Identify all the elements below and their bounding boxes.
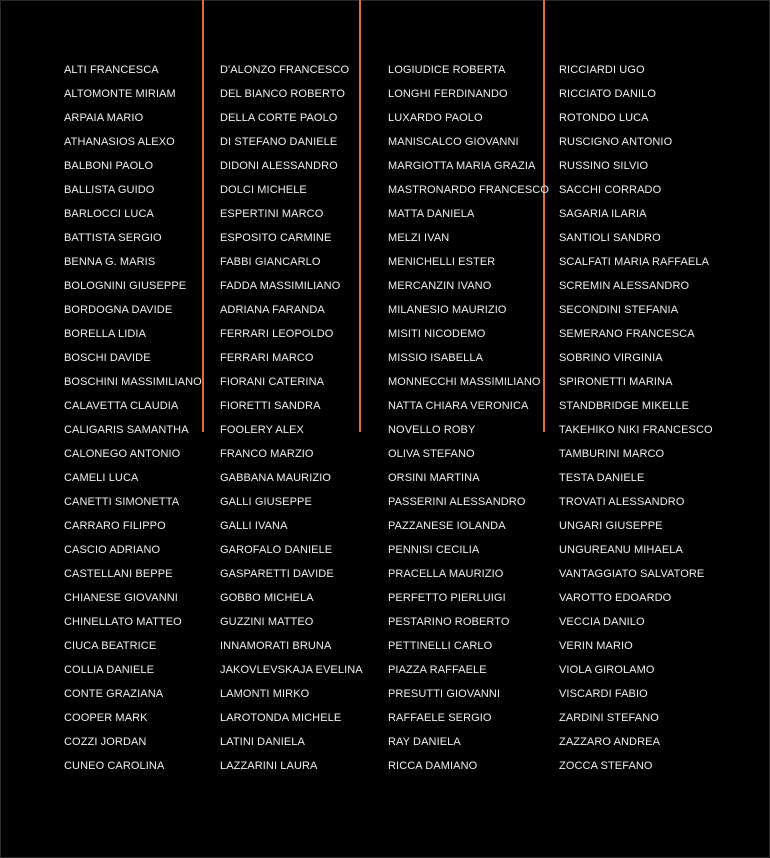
name-entry: ALTOMONTE MIRIAM [64,88,176,100]
name-entry: ORSINI MARTINA [388,472,480,484]
name-entry: PERFETTO PIERLUIGI [388,592,506,604]
name-entry: BATTISTA SERGIO [64,232,162,244]
name-entry: BOSCHI DAVIDE [64,352,151,364]
name-entry: MENICHELLI ESTER [388,256,496,268]
name-entry: GABBANA MAURIZIO [220,472,332,484]
name-entry: RUSSINO SILVIO [559,160,649,172]
name-entry: CIUCA BEATRICE [64,640,157,652]
name-entry: DIDONI ALESSANDRO [220,160,338,172]
name-entry: GASPARETTI DAVIDE [220,568,334,580]
name-entry: MISITI NICODEMO [388,328,486,340]
name-entry: ESPOSITO CARMINE [220,232,332,244]
name-entry: UNGUREANU MIHAELA [559,544,683,556]
name-entry: FRANCO MARZIO [220,448,314,460]
name-entry: MELZI IVAN [388,232,450,244]
name-entry: RUSCIGNO ANTONIO [559,136,673,148]
name-entry: RAY DANIELA [388,736,461,748]
name-entry: FIORANI CATERINA [220,376,325,388]
name-entry: SAGARIA ILARIA [559,208,647,220]
name-entry: JAKOVLEVSKAJA EVELINA [220,664,363,676]
names-column-3 [388,58,549,778]
name-entry: GAROFALO DANIELE [220,544,333,556]
name-entry: BORELLA LIDIA [64,328,147,340]
name-entry: LOGIUDICE ROBERTA [388,64,506,76]
name-entry: CANETTI SIMONETTA [64,496,180,508]
name-entry: BENNA G. MARIS [64,256,156,268]
name-entry: CALAVETTA CLAUDIA [64,400,179,412]
name-entry: CASTELLANI BEPPE [64,568,173,580]
name-entry: PETTINELLI CARLO [388,640,493,652]
name-entry: MANISCALCO GIOVANNI [388,136,519,148]
name-entry: OLIVA STEFANO [388,448,475,460]
name-entry: MASTRONARDO FRANCESCO [388,184,549,196]
name-entry: MISSIO ISABELLA [388,352,484,364]
name-entry: MATTA DANIELA [388,208,475,220]
name-entry: ARPAIA MARIO [64,112,144,124]
name-entry: COZZI JORDAN [64,736,147,748]
name-entry: RICCIARDI UGO [559,64,645,76]
name-entry: SACCHI CORRADO [559,184,662,196]
name-entry: SECONDINI STEFANIA [559,304,679,316]
name-entry: DELLA CORTE PAOLO [220,112,338,124]
name-entry: GOBBO MICHELA [220,592,314,604]
name-entry: LATINI DANIELA [220,736,305,748]
name-entry: DEL BIANCO ROBERTO [220,88,346,100]
name-entry: MERCANZIN IVANO [388,280,492,292]
name-entry: VAROTTO EDOARDO [559,592,672,604]
name-entry: CAMELI LUCA [64,472,139,484]
name-entry: BOLOGNINI GIUSEPPE [64,280,187,292]
name-entry: TAMBURINI MARCO [559,448,665,460]
name-entry: CUNEO CAROLINA [64,760,165,772]
name-entry: FADDA MASSIMILIANO [220,280,341,292]
name-entry: PASSERINI ALESSANDRO [388,496,526,508]
name-entry: VECCIA DANILO [559,616,645,628]
column-divider-1 [202,0,204,432]
name-entry: PESTARINO ROBERTO [388,616,510,628]
name-entry: CARRARO FILIPPO [64,520,166,532]
name-entry: TROVATI ALESSANDRO [559,496,685,508]
name-entry: FOOLERY ALEX [220,424,304,436]
name-entry: BALLISTA GUIDO [64,184,155,196]
name-entry: BORDOGNA DAVIDE [64,304,173,316]
name-entry: SOBRINO VIRGINIA [559,352,663,364]
name-entry: FERRARI MARCO [220,352,314,364]
name-entry: COOPER MARK [64,712,148,724]
name-entry: PENNISI CECILIA [388,544,480,556]
name-entry: PAZZANESE IOLANDA [388,520,506,532]
name-entry: LONGHI FERDINANDO [388,88,508,100]
name-entry: RAFFAELE SERGIO [388,712,492,724]
name-entry: BALBONI PAOLO [64,160,154,172]
name-entry: SEMERANO FRANCESCA [559,328,695,340]
name-entry: ADRIANA FARANDA [220,304,325,316]
name-entry: SCREMIN ALESSANDRO [559,280,690,292]
names-column-1 [64,58,202,778]
name-entry: FIORETTI SANDRA [220,400,321,412]
names-column-4 [559,58,713,778]
name-entry: COLLIA DANIELE [64,664,155,676]
name-entry: GALLI IVANA [220,520,288,532]
name-entry: ZARDINI STEFANO [559,712,659,724]
name-entry: ATHANASIOS ALEXO [64,136,175,148]
name-entry: LAZZARINI LAURA [220,760,318,772]
name-entry: CHINELLATO MATTEO [64,616,182,628]
name-entry: CALONEGO ANTONIO [64,448,181,460]
name-entry: ZOCCA STEFANO [559,760,653,772]
name-entry: MONNECCHI MASSIMILIANO [388,376,541,388]
name-entry: CONTE GRAZIANA [64,688,164,700]
name-entry: NATTA CHIARA VERONICA [388,400,529,412]
name-entry: SPIRONETTI MARINA [559,376,673,388]
name-entry: GALLI GIUSEPPE [220,496,312,508]
name-entry: VANTAGGIATO SALVATORE [559,568,705,580]
name-entry: TAKEHIKO NIKI FRANCESCO [559,424,713,436]
name-entry: PIAZZA RAFFAELE [388,664,487,676]
name-entry: ESPERTINI MARCO [220,208,324,220]
name-entry: ZAZZARO ANDREA [559,736,661,748]
name-entry: SANTIOLI SANDRO [559,232,661,244]
name-entry: ALTI FRANCESCA [64,64,159,76]
name-entry: DI STEFANO DANIELE [220,136,338,148]
names-column-2 [220,58,363,778]
name-entry: RICCIATO DANILO [559,88,657,100]
name-entry: LUXARDO PAOLO [388,112,483,124]
name-entry: BARLOCCI LUCA [64,208,154,220]
name-entry: FERRARI LEOPOLDO [220,328,334,340]
name-entry: PRESUTTI GIOVANNI [388,688,501,700]
name-entry: INNAMORATI BRUNA [220,640,332,652]
name-entry: D'ALONZO FRANCESCO [220,64,350,76]
name-entry: CALIGARIS SAMANTHA [64,424,189,436]
name-entry: PRACELLA MAURIZIO [388,568,504,580]
name-entry: UNGARI GIUSEPPE [559,520,663,532]
name-entry: MARGIOTTA MARIA GRAZIA [388,160,536,172]
name-entry: RICCA DAMIANO [388,760,478,772]
name-entry: FABBI GIANCARLO [220,256,321,268]
name-entry: TESTA DANIELE [559,472,645,484]
name-entry: LAROTONDA MICHELE [220,712,342,724]
name-entry: CASCIO ADRIANO [64,544,161,556]
name-entry: CHIANESE GIOVANNI [64,592,178,604]
name-entry: BOSCHINI MASSIMILIANO [64,376,202,388]
name-entry: VERIN MARIO [559,640,633,652]
name-entry: ROTONDO LUCA [559,112,649,124]
name-entry: MILANESIO MAURIZIO [388,304,507,316]
name-entry: NOVELLO ROBY [388,424,476,436]
name-entry: LAMONTI MIRKO [220,688,310,700]
name-entry: GUZZINI MATTEO [220,616,314,628]
name-entry: SCALFATI MARIA RAFFAELA [559,256,710,268]
name-entry: VISCARDI FABIO [559,688,648,700]
name-entry: STANDBRIDGE MIKELLE [559,400,690,412]
name-entry: DOLCI MICHELE [220,184,307,196]
name-entry: VIOLA GIROLAMO [559,664,655,676]
